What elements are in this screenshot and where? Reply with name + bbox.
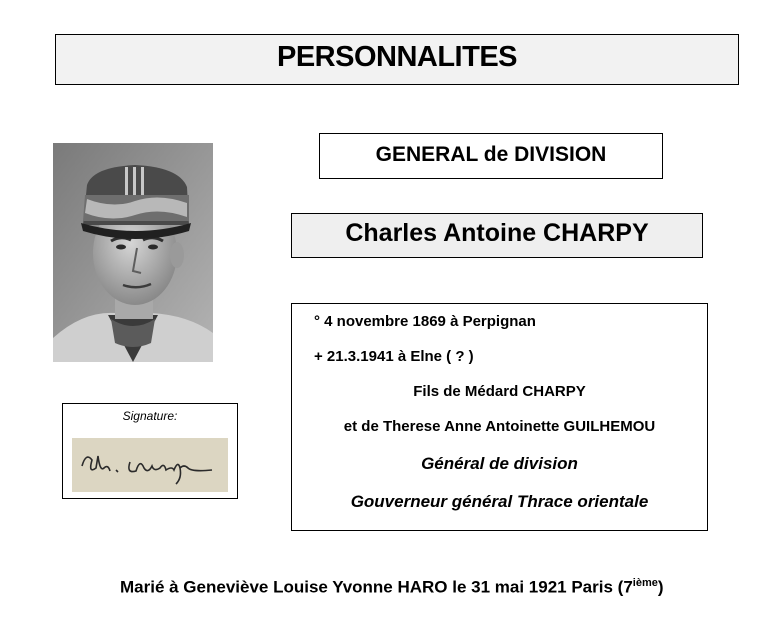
header-box	[55, 34, 739, 85]
mother-line: et de Therese Anne Antoinette GUILHEMOU	[343, 418, 656, 435]
rank-title-line: Général de division	[421, 454, 578, 473]
person-name: Charles Antoine CHARPY	[345, 219, 649, 247]
marriage-line	[120, 577, 664, 598]
biography-box	[291, 303, 708, 531]
rank-box	[319, 133, 663, 179]
signature-box	[62, 403, 238, 499]
position-line: Gouverneur général Thrace orientale	[350, 492, 649, 511]
father-line: Fils de Médard CHARPY	[413, 383, 586, 400]
rank-label: GENERAL de DIVISION	[375, 143, 607, 166]
marriage-closing: )	[657, 577, 664, 597]
page-title: PERSONNALITES	[276, 41, 518, 73]
marriage-text: Marié à Geneviève Louise Yvonne HARO le 31 mai 1921 Paris (7	[120, 577, 633, 597]
death-line: + 21.3.1941 à Elne ( ? )	[314, 348, 474, 365]
signature-image	[72, 438, 228, 492]
name-box	[291, 213, 703, 258]
marriage-superscript: ième	[632, 577, 658, 589]
portrait-photo	[53, 143, 213, 362]
birth-line: ° 4 novembre 1869 à Perpignan	[314, 313, 536, 330]
signature-label: Signature:	[122, 409, 178, 423]
